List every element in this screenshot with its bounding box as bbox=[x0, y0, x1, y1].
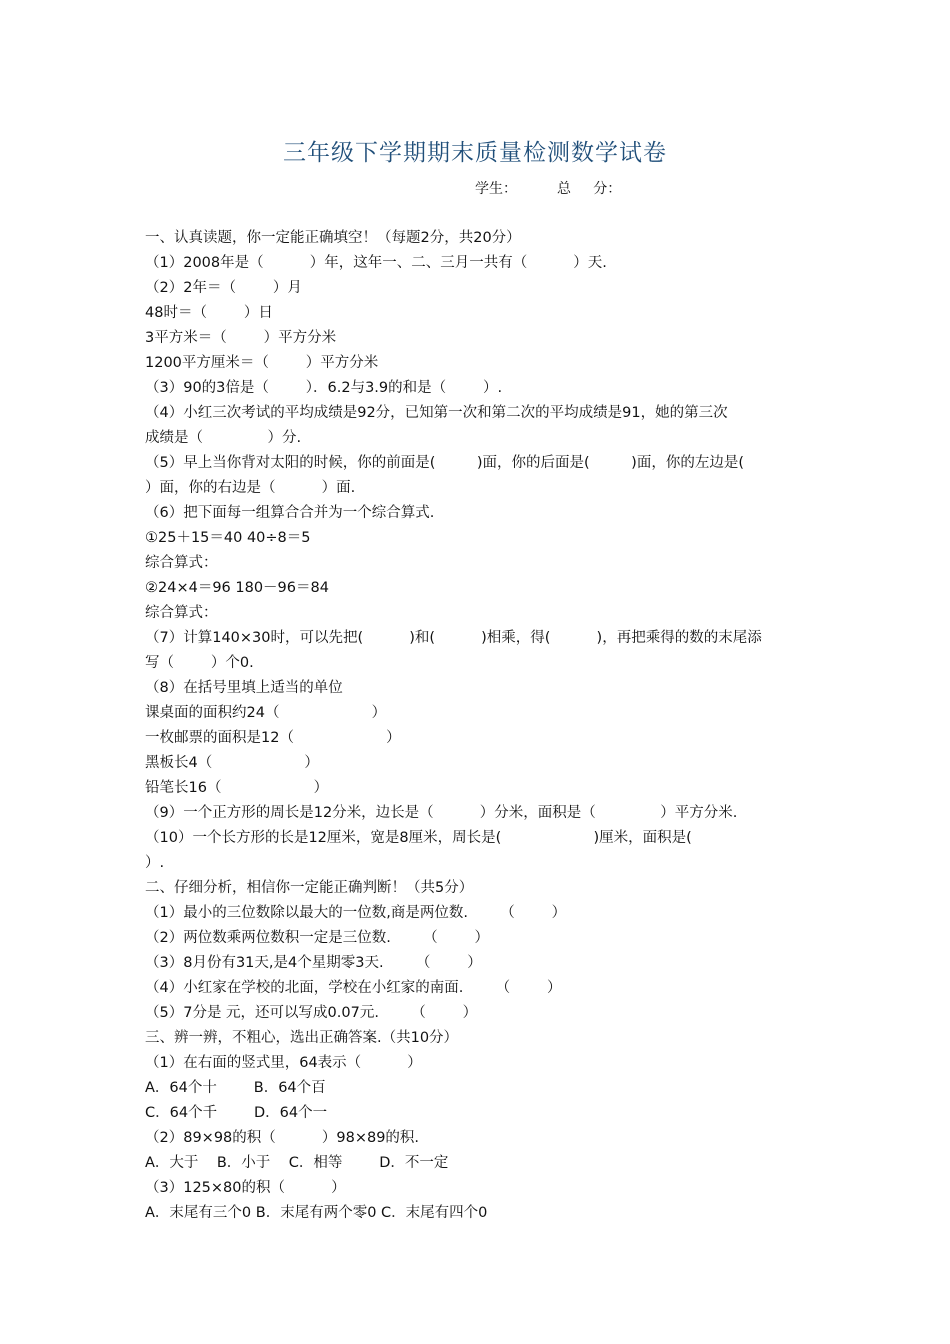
text-line: A．64个十 B．64个百 bbox=[145, 1080, 326, 1096]
text-line: （3）125×80的积（ ） bbox=[145, 1180, 346, 1196]
text-line: 1200平方厘米＝（ ）平方分米 bbox=[145, 355, 379, 371]
text-line: （10）一个长方形的长是12厘米，宽是8厘米，周长是( )厘米，面积是( bbox=[145, 830, 692, 846]
text-line: （8）在括号里填上适当的单位 bbox=[145, 680, 343, 696]
text-line: （3）8月份有31天,是4个星期零3天. （ ） bbox=[145, 955, 482, 971]
text-line: （2）89×98的积（ ）98×89的积. bbox=[145, 1130, 420, 1146]
text-line: （4）小红三次考试的平均成绩是92分，已知第一次和第二次的平均成绩是91，她的第三次 bbox=[145, 405, 728, 421]
page-title: 三年级下学期期末质量检测数学试卷 bbox=[283, 140, 667, 166]
text-line: （1）在右面的竖式里，64表示（ ） bbox=[145, 1055, 422, 1071]
text-line: ①25＋15＝40 40÷8＝5 bbox=[145, 530, 311, 546]
text-line: （5）7分是 元，还可以写成0.07元. （ ） bbox=[145, 1005, 478, 1021]
text-line: （6）把下面每一组算合合并为一个综合算式. bbox=[145, 505, 435, 521]
text-line: （9）一个正方形的周长是12分米，边长是（ ）分米，面积是（ ）平方分米. bbox=[145, 805, 738, 821]
text-line: （2）两位数乘两位数积一定是三位数. （ ） bbox=[145, 930, 489, 946]
text-line: （1）最小的三位数除以最大的一位数,商是两位数. （ ） bbox=[145, 905, 567, 921]
text-line: ）面，你的右边是（ ）面. bbox=[145, 480, 356, 496]
text-line: （1）2008年是（ ）年，这年一、二、三月一共有（ ）天. bbox=[145, 255, 607, 271]
text-line: 3平方米＝（ ）平方分米 bbox=[145, 330, 337, 346]
exam-body bbox=[145, 226, 825, 1226]
text-line: C．64个千 D．64个一 bbox=[145, 1105, 328, 1121]
text-line: （7）计算140×30时，可以先把( )和( )相乘，得( )，再把乘得的数的末尾添 bbox=[145, 630, 762, 646]
text-line: （3）90的3倍是（ ）．6.2与3.9的和是（ ）. bbox=[145, 380, 503, 396]
text-line: ）. bbox=[145, 855, 165, 871]
student-score-line: 学生： 总 分： bbox=[475, 181, 622, 197]
text-line: 一枚邮票的面积是12（ ） bbox=[145, 730, 401, 746]
text-line: 黑板长4（ ） bbox=[145, 755, 319, 771]
text-line: 课桌面的面积约24（ ） bbox=[145, 705, 387, 721]
text-line: 一、认真读题，你一定能正确填空！（每题2分，共20分） bbox=[145, 230, 521, 246]
text-line: A．大于 B．小于 C．相等 D．不一定 bbox=[145, 1155, 449, 1171]
text-line: （2）2年＝（ ）月 bbox=[145, 280, 302, 296]
text-line: （4）小红家在学校的北面，学校在小红家的南面. （ ） bbox=[145, 980, 562, 996]
text-line: 综合算式： bbox=[145, 605, 218, 621]
text-line: ②24×4＝96 180－96＝84 bbox=[145, 580, 329, 596]
text-line: （5）早上当你背对太阳的时候，你的前面是( )面，你的后面是( )面，你的左边是( bbox=[145, 455, 744, 471]
text-line: 48时＝（ ）日 bbox=[145, 305, 273, 321]
text-line: 成绩是（ ）分. bbox=[145, 430, 302, 446]
text-line: A．末尾有三个0 B．末尾有两个零0 C．末尾有四个0 bbox=[145, 1205, 488, 1221]
text-line: 综合算式： bbox=[145, 555, 218, 571]
text-line: 三、辨一辨，不粗心，选出正确答案.（共10分） bbox=[145, 1030, 459, 1046]
text-line: 铅笔长16（ ） bbox=[145, 780, 329, 796]
text-line: 写（ ）个0. bbox=[145, 655, 254, 671]
text-line: 二、仔细分析，相信你一定能正确判断！（共5分） bbox=[145, 880, 474, 896]
